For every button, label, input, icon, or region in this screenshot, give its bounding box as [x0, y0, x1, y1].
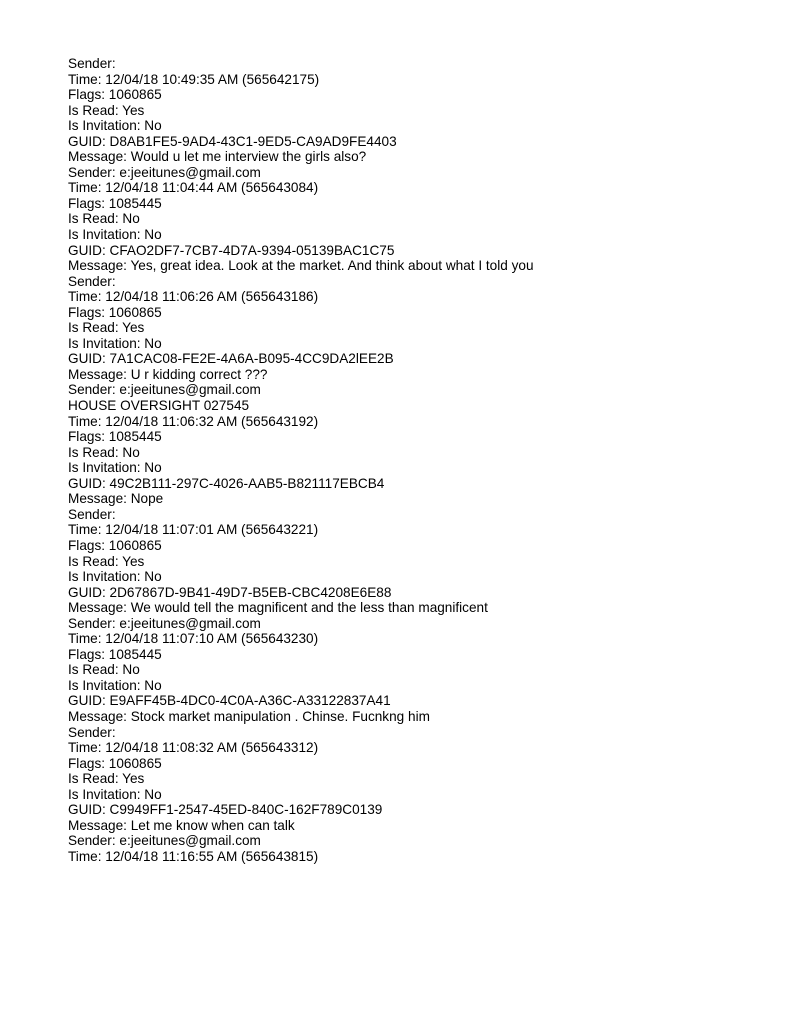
- guid-line: GUID: C9949FF1-2547-45ED-840C-162F789C0139: [68, 802, 383, 818]
- sender-line: Sender:: [68, 506, 116, 522]
- is-read-line: Is Read: Yes: [68, 553, 145, 569]
- is-invitation-line: Is Invitation: No: [68, 677, 162, 693]
- sender-line: Sender:: [68, 56, 116, 71]
- message-line: Message: We would tell the magnificent and the less than magnificent: [68, 600, 488, 616]
- sender-line: Sender: e:jeeitunes@gmail.com: [68, 833, 261, 849]
- is-read-line: Is Read: Yes: [68, 102, 145, 118]
- sender-line: Sender: e:jeeitunes@gmail.com: [68, 382, 261, 398]
- flags-line: Flags: 1060865: [68, 87, 162, 103]
- message-line: Message: Would u let me interview the girls also?: [68, 149, 367, 165]
- guid-line: GUID: E9AFF45B-4DC0-4C0A-A36C-A33122837A41: [68, 693, 391, 709]
- bates-stamp: HOUSE OVERSIGHT 027545: [68, 398, 250, 414]
- is-invitation-line: Is Invitation: No: [68, 227, 162, 243]
- time-line: Time: 12/04/18 11:08:32 AM (565643312): [68, 740, 319, 756]
- message-log: [68, 56, 768, 864]
- time-line: Time: 12/04/18 11:04:44 AM (565643084): [68, 180, 319, 196]
- guid-line: GUID: 7A1CAC08-FE2E-4A6A-B095-4CC9DA2lEE2B: [68, 351, 394, 367]
- time-line: Time: 12/04/18 10:49:35 AM (565642175): [68, 71, 320, 87]
- flags-line: Flags: 1085445: [68, 195, 162, 211]
- is-read-line: Is Read: No: [68, 211, 140, 227]
- is-read-line: Is Read: Yes: [68, 320, 145, 336]
- flags-line: Flags: 1085445: [68, 429, 162, 445]
- time-line: Time: 12/04/18 11:06:26 AM (565643186): [68, 289, 319, 305]
- is-invitation-line: Is Invitation: No: [68, 335, 162, 351]
- message-line: Message: Stock market manipulation . Chinse. Fucnkng him: [68, 708, 430, 724]
- time-line: Time: 12/04/18 11:16:55 AM (565643815): [68, 848, 319, 864]
- message-line: Message: Yes, great idea. Look at the market. And think about what I told you: [68, 258, 534, 274]
- is-read-line: Is Read: No: [68, 444, 140, 460]
- guid-line: GUID: 2D67867D-9B41-49D7-B5EB-CBC4208E6E88: [68, 584, 392, 600]
- is-read-line: Is Read: No: [68, 662, 140, 678]
- time-line: Time: 12/04/18 11:07:01 AM (565643221): [68, 522, 319, 538]
- guid-line: GUID: CFAO2DF7-7CB7-4D7A-9394-05139BAC1C75: [68, 242, 395, 258]
- sender-line: Sender:: [68, 724, 116, 740]
- is-invitation-line: Is Invitation: No: [68, 569, 162, 585]
- flags-line: Flags: 1060865: [68, 537, 162, 553]
- message-line: Message: Let me know when can talk: [68, 817, 295, 833]
- is-invitation-line: Is Invitation: No: [68, 460, 162, 476]
- sender-line: Sender: e:jeeitunes@gmail.com: [68, 164, 261, 180]
- is-invitation-line: Is Invitation: No: [68, 786, 162, 802]
- flags-line: Flags: 1060865: [68, 304, 162, 320]
- flags-line: Flags: 1085445: [68, 646, 162, 662]
- message-line: Message: Nope: [68, 491, 164, 507]
- message-line: Message: U r kidding correct ???: [68, 366, 268, 382]
- time-line: Time: 12/04/18 11:06:32 AM (565643192): [68, 413, 319, 429]
- sender-line: Sender:: [68, 273, 116, 289]
- sender-line: Sender: e:jeeitunes@gmail.com: [68, 615, 261, 631]
- is-read-line: Is Read: Yes: [68, 771, 145, 787]
- guid-line: GUID: D8AB1FE5-9AD4-43C1-9ED5-CA9AD9FE4403: [68, 133, 397, 149]
- guid-line: GUID: 49C2B111-297C-4026-AAB5-B821117EBCB4: [68, 475, 385, 491]
- time-line: Time: 12/04/18 11:07:10 AM (565643230): [68, 631, 319, 647]
- flags-line: Flags: 1060865: [68, 755, 162, 771]
- is-invitation-line: Is Invitation: No: [68, 118, 162, 134]
